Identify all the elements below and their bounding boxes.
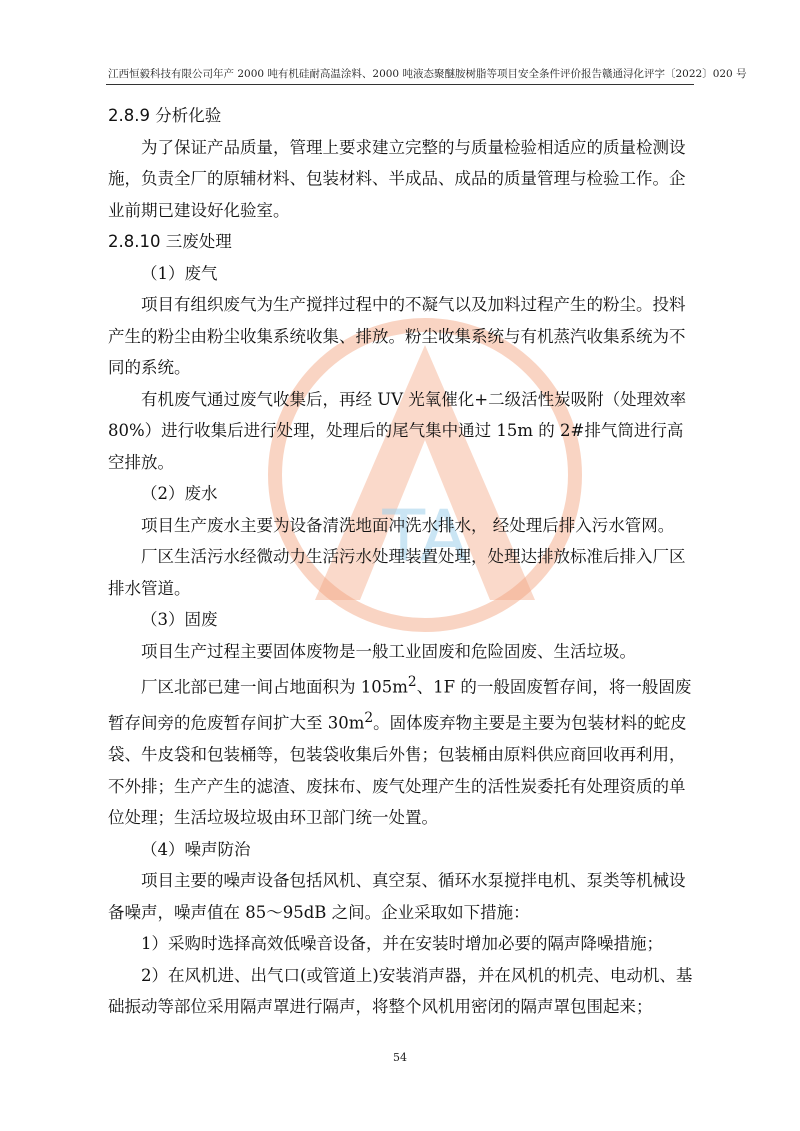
noise-measure-2: 2）在风机进、出气口(或管道上)安装消声器，并在风机的机壳、电动机、基础振动等部位采用隔声罩进行隔声，将整个风机用密闭的隔声罩包围起来； (108, 965, 693, 1016)
header-report-title: 江西恒毅科技有限公司年产 2000 吨有机硅耐高温涂料、2000 吨液态聚醚胺树脂等项目安全条件评价报告 (108, 68, 602, 80)
solid-waste-paragraph-1: 项目生产过程主要固体废物是一般工业固废和危险固废、生活垃圾。 (141, 641, 636, 661)
solid-waste-text-a: 厂区北部已建一间占地面积为 105m (141, 677, 408, 697)
subtitle-waste-water: （2）废水 (141, 484, 218, 503)
solid-waste-text-b: 、1F 的一般固废暂存间，将一般固废暂存间旁的危废暂存间扩大至 30m (108, 677, 692, 733)
waste-gas-paragraph-2: 有机废气通过废气收集后，再经 UV 光氧催化+二级活性炭吸附（处理效率 80%）进行收集后进行处理，处理后的尾气集中通过 15m 的 2#排气筒进行高空排放。 (108, 389, 687, 472)
solid-waste-text-c: 。固体废弃物主要是主要为包装材料的蛇皮袋、牛皮袋和包装桶等，包装袋收集后外售；包装桶由原料供应商回收再利用，不外排；生产产生的滤渣、废抹布、废气处理产生的活性炭委托有处理资质的单位处理；生活垃圾垃圾由环卫部门统一处置。 (108, 713, 687, 827)
waste-gas-paragraph-1: 项目有组织废气为生产搅拌过程中的不凝气以及加料过程产生的粉尘。投料产生的粉尘由粉尘收集系统收集、排放。粉尘收集系统与有机蒸汽收集系统为不同的系统。 (108, 295, 686, 377)
page-number: 54 (393, 1051, 407, 1064)
noise-measure-1: 1）采购时选择高效低噪音设备，并在安装时增加必要的隔声降噪措施； (141, 934, 663, 953)
subtitle-noise: （4）噪声防治 (141, 839, 251, 859)
superscript-2: 2 (364, 710, 374, 726)
svg-text:TA: TA (382, 495, 468, 577)
document-body (108, 100, 698, 1023)
waste-water-paragraph-2: 厂区生活污水经微动力生活污水处理装置处理，处理达排放标准后排入厂区排水管道。 (108, 547, 686, 598)
waste-water-paragraph-1: 项目生产废水主要为设备清洗地面冲洗水排水， 经处理后排入污水管网。 (141, 515, 675, 535)
header-divider (106, 84, 694, 85)
page-header (108, 66, 747, 81)
section-title-analysis: 2.8.9 分析化验 (108, 106, 222, 125)
header-doc-number: 赣通浔化评字〔2022〕020 号 (601, 68, 747, 80)
superscript-2: 2 (407, 674, 417, 690)
section-title-waste: 2.8.10 三废处理 (108, 232, 232, 251)
solid-waste-paragraph-2 (108, 667, 698, 834)
noise-paragraph: 项目主要的噪声设备包括风机、真空泵、循环水泵搅拌电机、泵类等机械设备噪声，噪声值在 85～95dB 之间。企业采取如下措施： (108, 871, 686, 922)
analysis-paragraph: 为了保证产品质量，管理上要求建立完整的与质量检验相适应的质量检测设施，负责全厂的原辅材料、包装材料、半成品、成品的质量管理与检验工作。企业前期已建设好化验室。 (108, 137, 686, 220)
subtitle-waste-gas: （1）废气 (141, 263, 218, 283)
subtitle-solid-waste: （3）固废 (141, 610, 218, 629)
